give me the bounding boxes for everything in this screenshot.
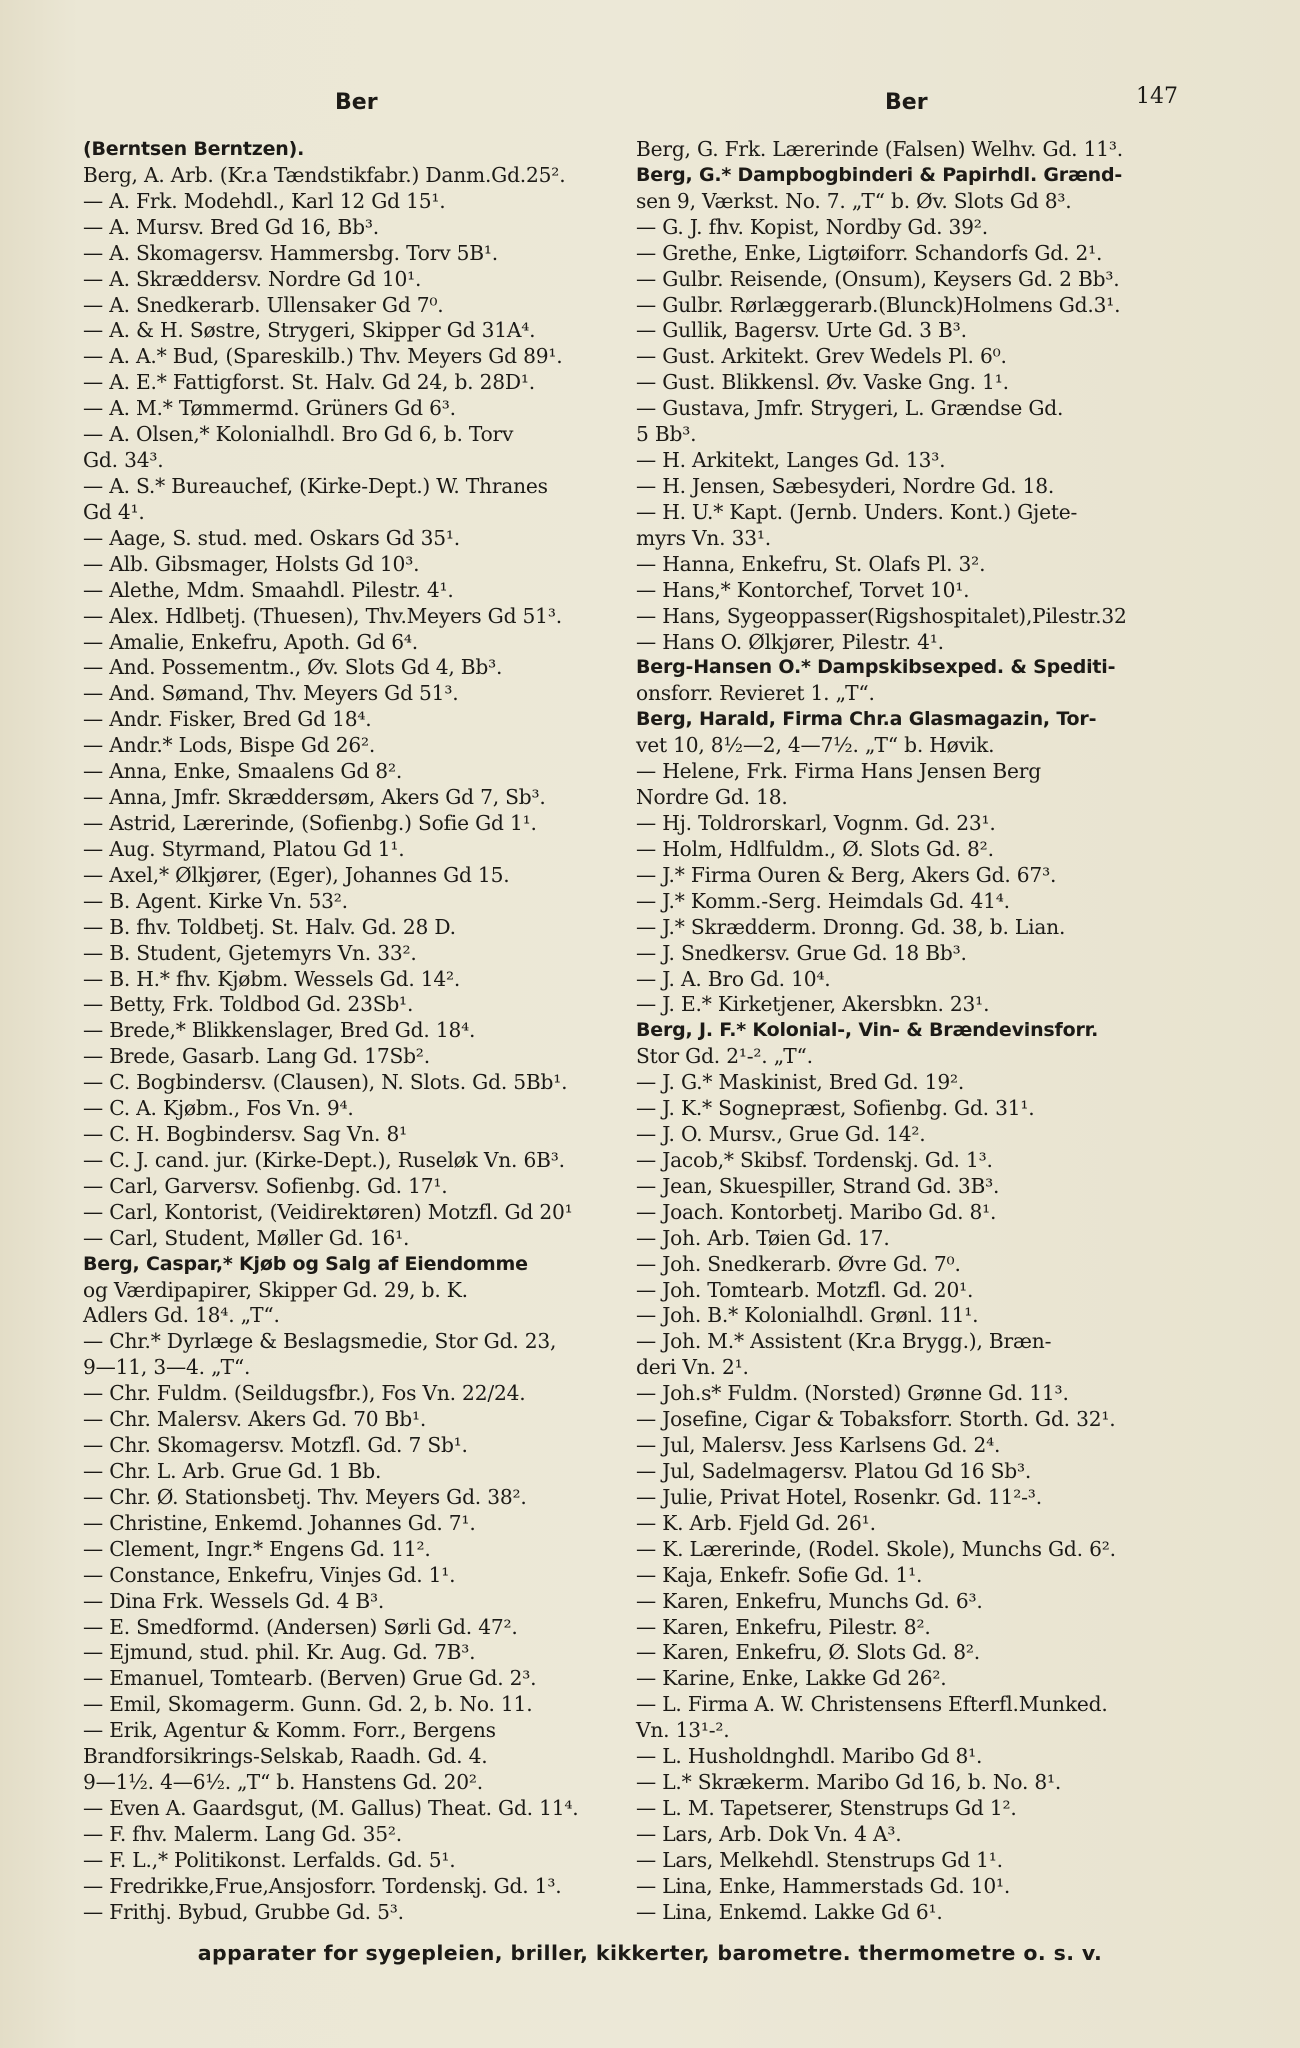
directory-entry-line: deri Vn. 2¹.: [636, 1355, 749, 1380]
directory-entry-line: — Brede,* Blikkenslager, Bred Gd. 18⁴.: [83, 1018, 476, 1043]
directory-entry-line: — Chr. Skomagersv. Motzfl. Gd. 7 Sb¹.: [83, 1433, 468, 1458]
directory-entry-line: — Astrid, Lærerinde, (Sofienbg.) Sofie Gd 1¹.: [83, 810, 537, 835]
directory-entry-line: — Jul, Malersv. Jess Karlsens Gd. 2⁴.: [636, 1433, 1001, 1458]
directory-entry-line: — Joh. Snedkerarb. Øvre Gd. 7⁰.: [636, 1251, 961, 1276]
directory-entry-line: — A. S.* Bureauchef, (Kirke-Dept.) W. Thranes: [83, 473, 548, 498]
directory-entry-line: — Betty, Frk. Toldbod Gd. 23Sb¹.: [83, 992, 414, 1017]
directory-entry-line: — Jul, Sadelmagersv. Platou Gd 16 Sb³.: [636, 1459, 1032, 1484]
directory-entry-line: — A. Snedkerarb. Ullensaker Gd 7⁰.: [83, 292, 444, 317]
directory-entry-line: — F. L.,* Politikonst. Lerfalds. Gd. 5¹.: [83, 1847, 456, 1872]
directory-entry-line: — Helene, Frk. Firma Hans Jensen Berg: [636, 759, 1041, 784]
directory-entry-line: — H. U.* Kapt. (Jernb. Unders. Kont.) Gjete-: [636, 499, 1078, 524]
directory-entry-line: — Karen, Enkefru, Munchs Gd. 6³.: [636, 1588, 983, 1613]
directory-entry-line: — J. O. Mursv., Grue Gd. 14².: [636, 1122, 926, 1147]
right-header-word: Ber: [885, 90, 928, 115]
directory-entry-line: sen 9, Værkst. No. 7. „T“ b. Øv. Slots Gd 8³.: [636, 188, 1072, 213]
directory-entry-line: — Chr. Fuldm. (Seildugsfbr.), Fos Vn. 22/24.: [83, 1381, 526, 1406]
directory-entry-line: — B. fhv. Toldbetj. St. Halv. Gd. 28 D.: [83, 914, 456, 939]
directory-entry-line: — Lars, Arb. Dok Vn. 4 A³.: [636, 1821, 902, 1846]
directory-entry-line: Gd 4¹.: [83, 499, 145, 524]
directory-entry-line: — E. Smedformd. (Andersen) Sørli Gd. 47².: [83, 1614, 518, 1639]
directory-entry-line: — Alb. Gibsmager, Holsts Gd 10³.: [83, 551, 420, 576]
directory-entry-line: — Karen, Enkefru, Ø. Slots Gd. 8².: [636, 1640, 980, 1665]
directory-entry-line: — Anna, Enke, Smaalens Gd 8².: [83, 759, 403, 784]
directory-entry-line: Stor Gd. 2¹-². „T“.: [636, 1044, 813, 1069]
directory-entry-line: — H. Arkitekt, Langes Gd. 13³.: [636, 448, 946, 473]
footer-advert: apparater for sygepleien, briller, kikkerter, barometre. thermometre o. s. v.: [197, 1941, 1103, 1965]
directory-entry-line: — Gullik, Bagersv. Urte Gd. 3 B³.: [636, 318, 967, 343]
directory-entry-line: — C. J. cand. jur. (Kirke-Dept.), Ruseløk Vn. 6B³.: [83, 1147, 565, 1172]
directory-entry-line: — B. Agent. Kirke Vn. 53².: [83, 888, 348, 913]
directory-entry-line: — Aug. Styrmand, Platou Gd 1¹.: [83, 836, 405, 861]
directory-entry-line: Brandforsikrings-Selskab, Raadh. Gd. 4.: [83, 1744, 488, 1769]
directory-entry-line: onsforr. Revieret 1. „T“.: [636, 681, 875, 706]
directory-entry-line: — Jean, Skuespiller, Strand Gd. 3B³.: [636, 1173, 1000, 1198]
page-number: 147: [1136, 84, 1178, 109]
directory-entry-line: — Chr. Malersv. Akers Gd. 70 Bb¹.: [83, 1407, 427, 1432]
directory-entry-line: — Hanna, Enkefru, St. Olafs Pl. 3².: [636, 551, 986, 576]
directory-entry-line: vet 10, 8½—2, 4—7½. „T“ b. Høvik.: [636, 733, 995, 758]
directory-entry-line: — Amalie, Enkefru, Apoth. Gd 6⁴.: [83, 629, 418, 654]
directory-entry-line: — Constance, Enkefru, Vinjes Gd. 1¹.: [83, 1562, 456, 1587]
directory-entry-line: — Ejmund, stud. phil. Kr. Aug. Gd. 7B³.: [83, 1640, 476, 1665]
directory-entry-line: — And. Possementm., Øv. Slots Gd 4, Bb³.: [83, 655, 503, 680]
directory-entry-line: — Andr.* Lods, Bispe Gd 26².: [83, 733, 376, 758]
directory-entry-line: myrs Vn. 33¹.: [636, 525, 771, 550]
left-column: [83, 137, 607, 1926]
directory-entry-line: — L. M. Tapetserer, Stenstrups Gd 1².: [636, 1796, 1017, 1820]
directory-entry-line: — J.* Firma Ouren & Berg, Akers Gd. 67³.: [636, 862, 1057, 887]
directory-entry-line: — Fredrikke,Frue,Ansjosforr. Tordenskj. Gd. 1³.: [83, 1873, 562, 1898]
directory-entry-line: — A. Frk. Modehdl., Karl 12 Gd 15¹.: [83, 188, 446, 213]
directory-entry-line: — Lars, Melkehdl. Stenstrups Gd 1¹.: [636, 1847, 1003, 1872]
directory-entry-line: — Emil, Skomagerm. Gunn. Gd. 2, b. No. 11.: [83, 1692, 533, 1717]
directory-entry-line: — Grethe, Enke, Ligtøiforr. Schandorfs Gd. 2¹.: [636, 240, 1103, 265]
directory-entry-line: — C. H. Bogbindersv. Sag Vn. 8¹: [83, 1122, 407, 1147]
directory-entry-line: 9—1½. 4—6½. „T“ b. Hanstens Gd. 20².: [83, 1770, 483, 1795]
directory-entry-line: — Andr. Fisker, Bred Gd 18⁴.: [83, 707, 372, 732]
directory-entry-line: Vn. 13¹-².: [636, 1718, 730, 1743]
directory-entry-line: — Joh. Tomtearb. Motzfl. Gd. 20¹.: [636, 1277, 974, 1302]
directory-entry-line: (Berntsen Berntzen).: [83, 138, 305, 160]
directory-entry-line: — J. A. Bro Gd. 10⁴.: [636, 966, 831, 991]
directory-entry-line: — Hans O. Ølkjører, Pilestr. 4¹.: [636, 629, 944, 654]
directory-entry-line: — A. Skræddersv. Nordre Gd 10¹.: [83, 266, 422, 291]
directory-entry-line: — Gust. Blikkensl. Øv. Vaske Gng. 1¹.: [636, 370, 1009, 395]
directory-entry-line: — Frithj. Bybud, Grubbe Gd. 5³.: [83, 1899, 404, 1924]
directory-entry-line: — K. Lærerinde, (Rodel. Skole), Munchs Gd. 6².: [636, 1536, 1116, 1561]
directory-entry-line: — Holm, Hdlfuldm., Ø. Slots Gd. 8².: [636, 836, 994, 861]
directory-entry-line: — J. E.* Kirketjener, Akersbkn. 23¹.: [636, 992, 990, 1017]
directory-entry-line: — Hans, Sygeoppasser(Rigshospitalet),Pilestr.32: [636, 603, 1127, 628]
directory-entry-line: — Karen, Enkefru, Pilestr. 8².: [636, 1614, 931, 1639]
directory-entry-line: — Hans,* Kontorchef, Torvet 10¹.: [636, 577, 970, 602]
directory-entry-line: — J. Snedkersv. Grue Gd. 18 Bb³.: [636, 940, 967, 965]
directory-entry-line: — Dina Frk. Wessels Gd. 4 B³.: [83, 1588, 385, 1613]
directory-entry-line: — J. G.* Maskinist, Bred Gd. 19².: [636, 1070, 965, 1095]
directory-entry-line: — Josefine, Cigar & Tobaksforr. Storth. Gd. 32¹.: [636, 1407, 1116, 1432]
directory-entry-line: — Alethe, Mdm. Smaahdl. Pilestr. 4¹.: [83, 577, 454, 602]
directory-entry-line: — A. A.* Bud, (Spareskilb.) Thv. Meyers Gd 89¹.: [83, 344, 563, 369]
directory-entry-line: — Gustava, Jmfr. Strygeri, L. Grændse Gd.: [636, 396, 1064, 421]
directory-entry-line: Nordre Gd. 18.: [636, 785, 788, 810]
directory-entry-line: Berg-Hansen O.* Dampskibsexped. & Spediti-: [636, 656, 1116, 679]
directory-entry-line: — Erik, Agentur & Komm. Forr., Bergens: [83, 1718, 496, 1743]
directory-entry-line: — Gulbr. Reisende, (Onsum), Keysers Gd. 2 Bb³.: [636, 266, 1120, 291]
directory-entry-line: — C. A. Kjøbm., Fos Vn. 9⁴.: [83, 1096, 354, 1121]
directory-entry-line: — A. M.* Tømmermd. Grüners Gd 6³.: [83, 396, 456, 421]
directory-entry-line: — Lina, Enke, Hammerstads Gd. 10¹.: [636, 1873, 1011, 1898]
directory-entry-line: — K. Arb. Fjeld Gd. 26¹.: [636, 1510, 876, 1535]
directory-entry-line: — Chr.* Dyrlæge & Beslagsmedie, Stor Gd. 23,: [83, 1329, 557, 1354]
directory-entry-line: Adlers Gd. 18⁴. „T“.: [83, 1303, 280, 1328]
left-header-word: Ber: [335, 90, 378, 115]
directory-entry-line: — Joh. M.* Assistent (Kr.a Brygg.), Bræn-: [636, 1329, 1052, 1354]
directory-entry-line: — B. H.* fhv. Kjøbm. Wessels Gd. 14².: [83, 966, 461, 991]
directory-entry-line: — B. Student, Gjetemyrs Vn. 33².: [83, 940, 417, 965]
directory-entry-line: — Chr. L. Arb. Grue Gd. 1 Bb.: [83, 1459, 382, 1484]
directory-entry-line: — Aage, S. stud. med. Oskars Gd 35¹.: [83, 525, 461, 550]
directory-entry-line: — Gust. Arkitekt. Grev Wedels Pl. 6⁰.: [636, 344, 1007, 369]
directory-entry-line: — Hj. Toldrorskarl, Vognm. Gd. 23¹.: [636, 810, 996, 835]
directory-entry-line: Berg, Harald, Firma Chr.a Glasmagazin, Tor-: [636, 708, 1097, 731]
directory-entry-line: — Joach. Kontorbetj. Maribo Gd. 8¹.: [636, 1199, 997, 1224]
directory-entry-line: Berg, Caspar,* Kjøb og Salg af Eiendomme: [83, 1252, 528, 1275]
directory-entry-line: — A. Skomagersv. Hammersbg. Torv 5B¹.: [83, 240, 499, 265]
directory-entry-line: — Julie, Privat Hotel, Rosenkr. Gd. 11²-³.: [636, 1484, 1042, 1509]
directory-entry-line: — J.* Komm.-Serg. Heimdals Gd. 41⁴.: [636, 888, 1010, 913]
directory-entry-line: — A. E.* Fattigforst. St. Halv. Gd 24, b. 28D¹.: [83, 370, 535, 395]
directory-entry-line: Berg, G. Frk. Lærerinde (Falsen) Welhv. Gd. 11³.: [636, 137, 1123, 161]
directory-entry-line: og Værdipapirer, Skipper Gd. 29, b. K.: [83, 1277, 468, 1302]
directory-entry-line: — Chr. Ø. Stationsbetj. Thv. Meyers Gd. 38².: [83, 1484, 527, 1509]
directory-entry-line: — Christine, Enkemd. Johannes Gd. 7¹.: [83, 1510, 476, 1535]
right-column: [636, 137, 1160, 1926]
directory-entry-line: — J.* Skrædderm. Dronng. Gd. 38, b. Lian.: [636, 914, 1066, 939]
directory-entry-line: — Joh. B.* Kolonialhdl. Grønl. 11¹.: [636, 1303, 979, 1328]
directory-entry-line: — Even A. Gaardsgut, (M. Gallus) Theat. Gd. 11⁴.: [83, 1796, 579, 1820]
directory-entry-line: — Alex. Hdlbetj. (Thuesen), Thv.Meyers Gd 51³.: [83, 603, 562, 628]
directory-entry-line: — Anna, Jmfr. Skræddersøm, Akers Gd 7, Sb³.: [83, 785, 546, 810]
directory-entry-line: — C. Bogbindersv. (Clausen), N. Slots. Gd. 5Bb¹.: [83, 1070, 568, 1095]
directory-entry-line: — Karine, Enke, Lakke Gd 26².: [636, 1666, 947, 1691]
directory-entry-line: Berg, A. Arb. (Kr.a Tændstikfabr.) Danm.Gd.25².: [83, 162, 566, 187]
directory-entry-line: — L. Husholdnghdl. Maribo Gd 8¹.: [636, 1744, 983, 1769]
directory-entry-line: — A. Mursv. Bred Gd 16, Bb³.: [83, 214, 379, 239]
directory-entry-line: — L. Firma A. W. Christensens Efterfl.Munked.: [636, 1692, 1108, 1717]
directory-entry-line: Berg, J. F.* Kolonial-, Vin- & Brændevinsforr.: [636, 1019, 1099, 1042]
directory-entry-line: — Joh.s* Fuldm. (Norsted) Grønne Gd. 11³.: [636, 1381, 1069, 1406]
directory-entry-line: — Emanuel, Tomtearb. (Berven) Grue Gd. 2³.: [83, 1666, 537, 1691]
directory-entry-line: — Brede, Gasarb. Lang Gd. 17Sb².: [83, 1044, 430, 1069]
directory-entry-line: — Carl, Student, Møller Gd. 16¹.: [83, 1225, 410, 1250]
directory-entry-line: — Kaja, Enkefr. Sofie Gd. 1¹.: [636, 1562, 923, 1587]
directory-entry-line: — Carl, Garversv. Sofienbg. Gd. 17¹.: [83, 1173, 448, 1198]
directory-entry-line: Gd. 34³.: [83, 448, 164, 473]
directory-entry-line: — Jacob,* Skibsf. Tordenskj. Gd. 1³.: [636, 1147, 993, 1172]
directory-entry-line: — A. Olsen,* Kolonialhdl. Bro Gd 6, b. Torv: [83, 422, 514, 447]
directory-entry-line: — Joh. Arb. Tøien Gd. 17.: [636, 1225, 890, 1250]
directory-entry-line: — Lina, Enkemd. Lakke Gd 6¹.: [636, 1899, 943, 1924]
directory-entry-line: — And. Sømand, Thv. Meyers Gd 51³.: [83, 681, 459, 706]
directory-entry-line: — Gulbr. Rørlæggerarb.(Blunck)Holmens Gd.3¹.: [636, 292, 1121, 317]
running-header: [0, 84, 1300, 130]
directory-entry-line: — H. Jensen, Sæbesyderi, Nordre Gd. 18.: [636, 473, 1055, 498]
directory-entry-line: — J. K.* Sognepræst, Sofienbg. Gd. 31¹.: [636, 1096, 1035, 1121]
directory-entry-line: — Clement, Ingr.* Engens Gd. 11².: [83, 1536, 431, 1561]
directory-entry-line: 9—11, 3—4. „T“.: [83, 1355, 251, 1380]
directory-entry-line: — L.* Skrækerm. Maribo Gd 16, b. No. 8¹.: [636, 1770, 1062, 1795]
directory-entry-line: — G. J. fhv. Kopist, Nordby Gd. 39².: [636, 214, 988, 239]
directory-entry-line: — F. fhv. Malerm. Lang Gd. 35².: [83, 1821, 403, 1846]
directory-entry-line: Berg, G.* Dampbogbinderi & Papirhdl. Grænd-: [636, 163, 1123, 186]
directory-entry-line: 5 Bb³.: [636, 422, 697, 447]
directory-entry-line: — Carl, Kontorist, (Veidirektøren) Motzfl. Gd 20¹: [83, 1199, 573, 1224]
directory-entry-line: — Axel,* Ølkjører, (Eger), Johannes Gd 15.: [83, 862, 510, 887]
directory-entry-line: — A. & H. Søstre, Strygeri, Skipper Gd 31A⁴.: [83, 318, 536, 343]
